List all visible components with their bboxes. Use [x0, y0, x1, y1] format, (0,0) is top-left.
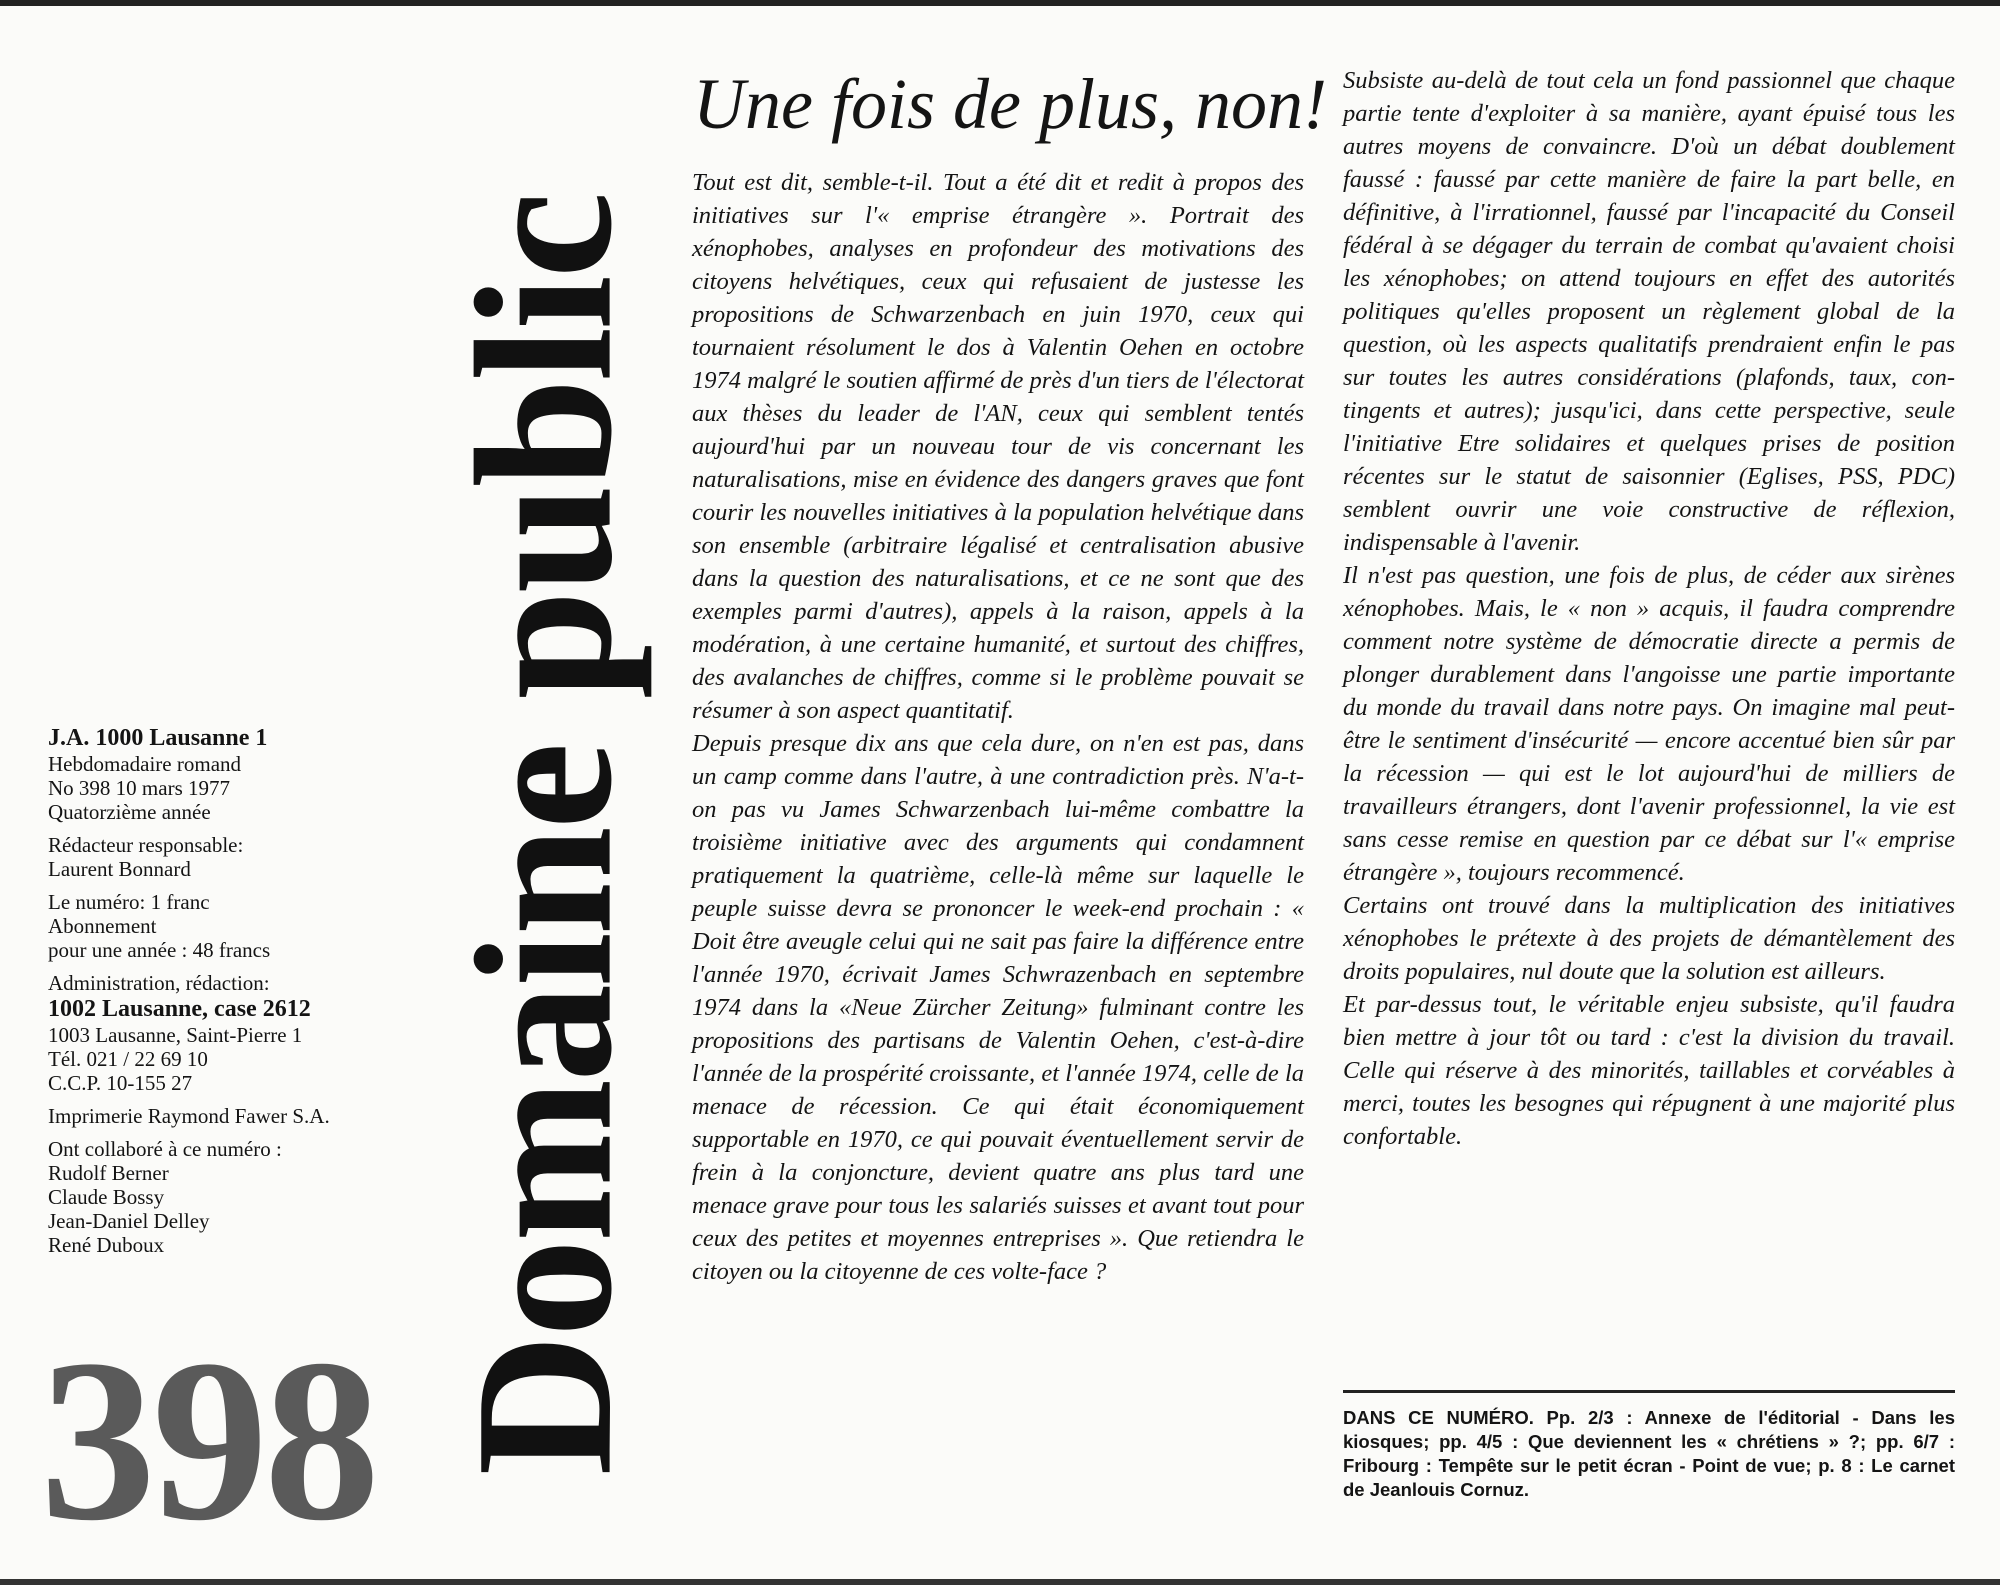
- article-paragraph: Depuis presque dix ans que cela dure, on n'en est pas, dans un camp comme dans l'autre, à une contradiction près. N'a-t-on pas vu James Schwarzenbach lui-même combattre la troisième initiative avec des arguments qui condamnent pratiquement la quatrième, celle-là même sur laquelle le peuple suisse devra se prononcer le week-end prochain : « Doit être aveugle celui qui ne sait pas faire la différence entre l'année 1970, écrivait James Schwrazenbach en septembre 1974 dans la «Neue Zürcher Zeitung» fulminant contre les propositions des partisans de Valentin Oehen, c'est-à-dire l'année de la prospérité croissante, et l'année 1974, celle de la menace de récession. Ce qui était économiquement supportable en 1970, ce qui pouvait éventuellement servir de frein à la conjoncture, devient quatre ans plus tard une menace grave pour tous les salariés suisses et avant tout pour ceux des petites et moyennes entreprises ». Que retiendra le citoyen ou la citoyenne de ces volte-face ?: [692, 730, 1304, 1285]
- admin-address: 1002 Lausanne, case 2612: [48, 996, 311, 1022]
- contributor-name: Jean-Daniel Delley: [48, 1209, 210, 1233]
- contributor-name: Claude Bossy: [48, 1185, 165, 1209]
- editor-name: Laurent Bonnard: [48, 857, 191, 881]
- masthead-admin-group: [48, 971, 448, 1095]
- admin-label: Administration, rédaction:: [48, 971, 270, 995]
- contributors-label: Ont collaboré à ce numéro :: [48, 1137, 282, 1161]
- issue-number: 398: [40, 1326, 376, 1556]
- issue-line: No 398 10 mars 1977: [48, 776, 230, 800]
- top-rule: [0, 0, 2000, 6]
- editor-label: Rédacteur responsable:: [48, 833, 244, 857]
- article-headline: Une fois de plus, non!: [693, 64, 1327, 144]
- contributor-name: Rudolf Berner: [48, 1161, 169, 1185]
- publication-year: Quatorzième année: [48, 800, 211, 824]
- publication-title: Domaine public: [436, 194, 654, 1476]
- street-address: 1003 Lausanne, Saint-Pierre 1: [48, 1023, 303, 1047]
- publication-type: Hebdomadaire romand: [48, 752, 242, 776]
- price-line: Le numéro: 1 franc: [48, 890, 210, 914]
- article-column-2: [1343, 64, 1955, 1153]
- article-paragraph: Et par-dessus tout, le véritable enjeu subsiste, qu'il faudra bien mettre à jour tôt ou tard : c'est la division du travail. Celle qui réserve à des minorités, taillables et corvéables à merci, toutes les besognes qui répugnent à une majorité plus confortable.: [1343, 991, 1955, 1150]
- article-paragraph: Subsiste au-delà de tout cela un fond passionnel que chaque partie tente d'exploiter à sa manière, ayant épuisé tous les autres moyens de convaincre. D'où un débat doublement faussé : faussé par cette manière de faire la part belle, en définitive, à l'irrationnel, faussé par l'incapacité du Conseil fédéral à se dégager du terrain de combat qu'avaient choisi les xénophobes; on attend toujours en effet des autorités politiques qu'elles proposent un règlement global de la question, où les aspects qualitatifs prendraient enfin le pas sur toutes les autres considérations (plafonds, taux, contingents et autres); jusqu'ici, dans cette perspective, seule l'initiative Etre solidaires et quelques prises de position récentes sur le statut de saisonnier (Eglises, PSS, PDC) semblent ouvrir une voie constructive de réflexion, indispensable à l'avenir.: [1343, 67, 1955, 556]
- contributor-name: René Duboux: [48, 1233, 165, 1257]
- issue-contents: DANS CE NUMÉRO. Pp. 2/3 : Annexe de l'éditorial - Dans les kiosques; pp. 4/5 : Que deviennent les « chrétiens » ?; pp. 6/7 : Fribourg : Tempête sur le petit écran - Point de vue; p. 8 : Le carnet de Jeanlouis Cornuz.: [1343, 1407, 1955, 1500]
- article-paragraph: Il n'est pas question, une fois de plus, de céder aux sirènes xénophobes. Mais, le « non » acquis, il faudra comprendre comment notre système de démocratie directe a permis de plonger durablement dans l'angoisse une partie importante du monde du travail dans notre pays. On imagine mal peut-être le sentiment d'insécurité — encore accentué bien sûr par la récession — qui est le lot aujourd'hui de milliers de travailleurs étrangers, dont l'avenir professionnel, la vie est sans cesse remise en question par ce débat sur l'« emprise étrangère », toujours recommencé.: [1343, 562, 1955, 886]
- subscription-price: pour une année : 48 francs: [48, 938, 271, 962]
- publication-title-wrapper: [436, 140, 654, 1530]
- masthead-price-group: [48, 890, 448, 962]
- phone-number: Tél. 021 / 22 69 10: [48, 1047, 208, 1071]
- article-paragraph: Certains ont trouvé dans la multiplication des initiatives xénophobes le prétexte à des projets de démantèlement des droits populaires, nul doute que la solution est ailleurs.: [1343, 892, 1955, 985]
- article-paragraph: Tout est dit, semble-t-il. Tout a été dit et redit à propos des initiatives sur l'« emprise étrangère ». Portrait des xénophobes, analyses en profondeur des motivations des citoyens helvétiques, ceux qui refusaient de justesse les propositions de Schwarzenbach en juin 1970, ceux qui tournaient résolument le dos à Valentin Oehen en octobre 1974 malgré le soutien affirmé de près d'un tiers de l'électorat aux thèses du leader de l'AN, ceux qui semblent tentés aujourd'hui par un nouveau tour de vis concernant les naturalisations, mise en évidence des dangers graves que font courir les nouvelles initiatives à la population helvétique dans son ensemble (arbitraire légalisé et centralisation abusive dans la question des naturalisations, et ce ne sont que des exemples parmi d'autres), appels à la raison, appels à la modération, à une certaine humanité, et surtout des chiffres, des avalanches de chiffres, comme si le problème pouvait se résumer à son aspect quantitatif.: [692, 169, 1304, 724]
- postal-line: J.A. 1000 Lausanne 1: [48, 725, 268, 751]
- masthead-publication-group: [48, 724, 448, 824]
- contents-divider: [1343, 1390, 1955, 1393]
- masthead-printer-group: [48, 1104, 448, 1128]
- subscription-label: Abonnement: [48, 914, 157, 938]
- article-column-1: [692, 166, 1304, 1288]
- printer-name: Imprimerie Raymond Fawer S.A.: [48, 1104, 330, 1128]
- bottom-rule: [0, 1579, 2000, 1585]
- masthead-editor-group: [48, 833, 448, 881]
- postal-account: C.C.P. 10-155 27: [48, 1071, 193, 1095]
- masthead-contributors-group: [48, 1137, 448, 1257]
- masthead-info: [48, 724, 448, 1266]
